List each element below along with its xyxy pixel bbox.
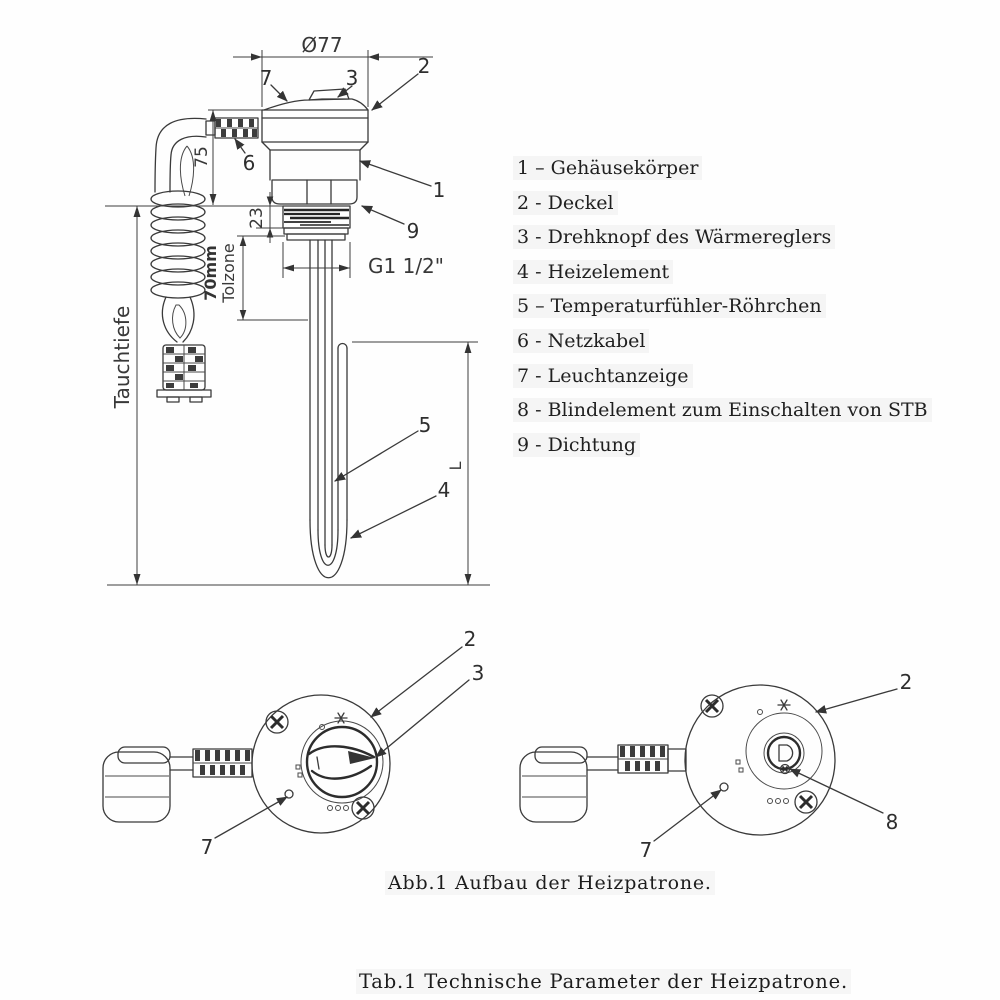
table-caption: Tab.1 Technische Parameter der Heizpatrone. [356,970,851,993]
legend-item-5: 5 – Temperaturfühler-Röhrchen [513,289,932,324]
callout-3: 3 [345,66,359,90]
callout-6: 6 [242,151,256,175]
legend-item-3: 3 - Drehknopf des Wärmereglers [513,220,932,255]
legend-item-1: 1 – Gehäusekörper [513,151,932,186]
br-knob-recess [746,713,822,789]
cable-plug [157,345,211,402]
callout-2: 2 [417,54,431,78]
knob-profile [264,99,368,110]
figure-caption: Abb.1 Aufbau der Heizpatrone. [385,872,715,894]
element-length-label: L [446,461,465,471]
br-cover-disc [685,685,835,835]
br-screw-bottom [795,791,817,813]
legend-item-6: 6 - Netzkabel [513,324,932,359]
bl-callout-7: 7 [200,835,214,859]
br-callout-7: 7 [639,838,653,862]
br-mark-dot [758,710,763,715]
callout-5: 5 [418,413,432,437]
bl-scale-dots [328,806,349,811]
front-view-knob-removed [520,670,912,862]
bl-knob-recess [301,721,383,803]
br-frost-symbol-icon [778,700,790,710]
cable-coil [151,191,205,298]
device-head [206,89,368,240]
callout-4: 4 [437,478,451,502]
tolerance-zone-label: Tolzone [219,243,238,303]
br-d-shaft-hole [779,745,793,761]
head-height-label: 75 [192,146,212,168]
br-mark-square2 [739,768,743,772]
heating-tube [310,240,347,578]
bl-screw-top [266,711,288,733]
bl-cable [103,747,252,822]
br-cable [520,745,686,822]
tolerance-value-label: 70mm [201,245,220,301]
thread-seal [283,206,350,240]
legend-item-2: 2 - Deckel [513,186,932,221]
bl-mark-square2 [298,773,302,777]
bl-callout-2: 2 [463,627,477,651]
bl-knob-pointer [348,751,375,764]
parts-legend [513,151,932,462]
callout-7: 7 [259,66,273,90]
callout-leaders [235,74,436,538]
legend-item-8: 8 - Blindelement zum Einschalten von STB [513,393,932,428]
immersion-depth-label: Tauchtiefe [110,305,134,409]
thread-size-label: G1 1/2" [368,254,444,278]
bl-mark-square1 [296,765,300,769]
bl-callout-3: 3 [471,661,485,685]
diameter-label: Ø77 [301,33,343,57]
callout-1: 1 [432,178,446,202]
br-callout-2: 2 [899,670,913,694]
bl-screw-bottom [352,797,374,819]
br-scale-dots [768,799,789,804]
legend-item-7: 7 - Leuchtanzeige [513,359,932,394]
hex-nut [272,180,357,204]
br-screw-top [701,695,723,717]
main-view [105,33,490,585]
front-view-with-knob [103,627,484,859]
legend-item-9: 9 - Dichtung [513,428,932,463]
legend-item-4: 4 - Heizelement [513,255,932,290]
br-callout-8: 8 [885,810,899,834]
br-mark-square1 [736,760,740,764]
thread-height-label: 23 [247,207,267,229]
callout-9: 9 [406,219,420,243]
